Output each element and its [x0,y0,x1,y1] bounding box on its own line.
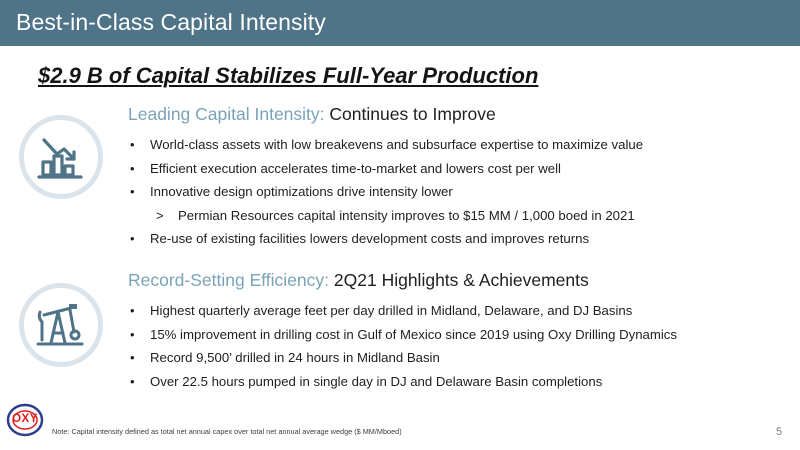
page-number: 5 [776,426,783,438]
sub-bullet-item: > Permian Resources capital intensity improves to $15 MM / 1,000 boed in 2021 [128,204,788,228]
bullet-item: • Re-use of existing facilities lowers development costs and improves returns [128,227,788,251]
bullet-item: • Innovative design optimizations drive intensity lower [128,180,788,204]
bullet-item: • Highest quarterly average feet per day drilled in Midland, Delaware, and DJ Basins [128,299,788,323]
section-title-accent: Record-Setting Efficiency: [128,270,330,290]
section-title-rest: 2Q21 Highlights & Achievements [329,270,589,290]
logo-text: OXY [12,413,38,425]
declining-bar-chart-icon [19,115,103,199]
section-title-capital-intensity [128,104,496,125]
bullet-list-capital-intensity [128,133,788,251]
title-bar [0,0,800,46]
bullet-item: • Over 22.5 hours pumped in single day in DJ and Delaware Basin completions [128,370,788,394]
footnote: Note: Capital intensity defined as total net annual capex over total net annual average wedge ($ MM/Mboed) [52,427,402,436]
slide-title: Best-in-Class Capital Intensity [16,9,326,35]
section-title-rest: Continues to Improve [324,104,496,124]
bullet-item: • 15% improvement in drilling cost in Gulf of Mexico since 2019 using Oxy Drilling Dynamics [128,323,788,347]
bullet-item: • World-class assets with low breakevens and subsurface expertise to maximize value [128,133,788,157]
headline: $2.9 B of Capital Stabilizes Full-Year Production [38,63,539,88]
section-title-accent: Leading Capital Intensity: [128,104,325,124]
section-title-record-efficiency [128,270,589,291]
oil-pump-jack-icon [19,283,103,367]
bullet-item: • Efficient execution accelerates time-to-market and lowers cost per well [128,157,788,181]
bullet-list-record-efficiency [128,299,788,393]
bullet-item: • Record 9,500’ drilled in 24 hours in Midland Basin [128,346,788,370]
oxy-logo [6,401,44,439]
